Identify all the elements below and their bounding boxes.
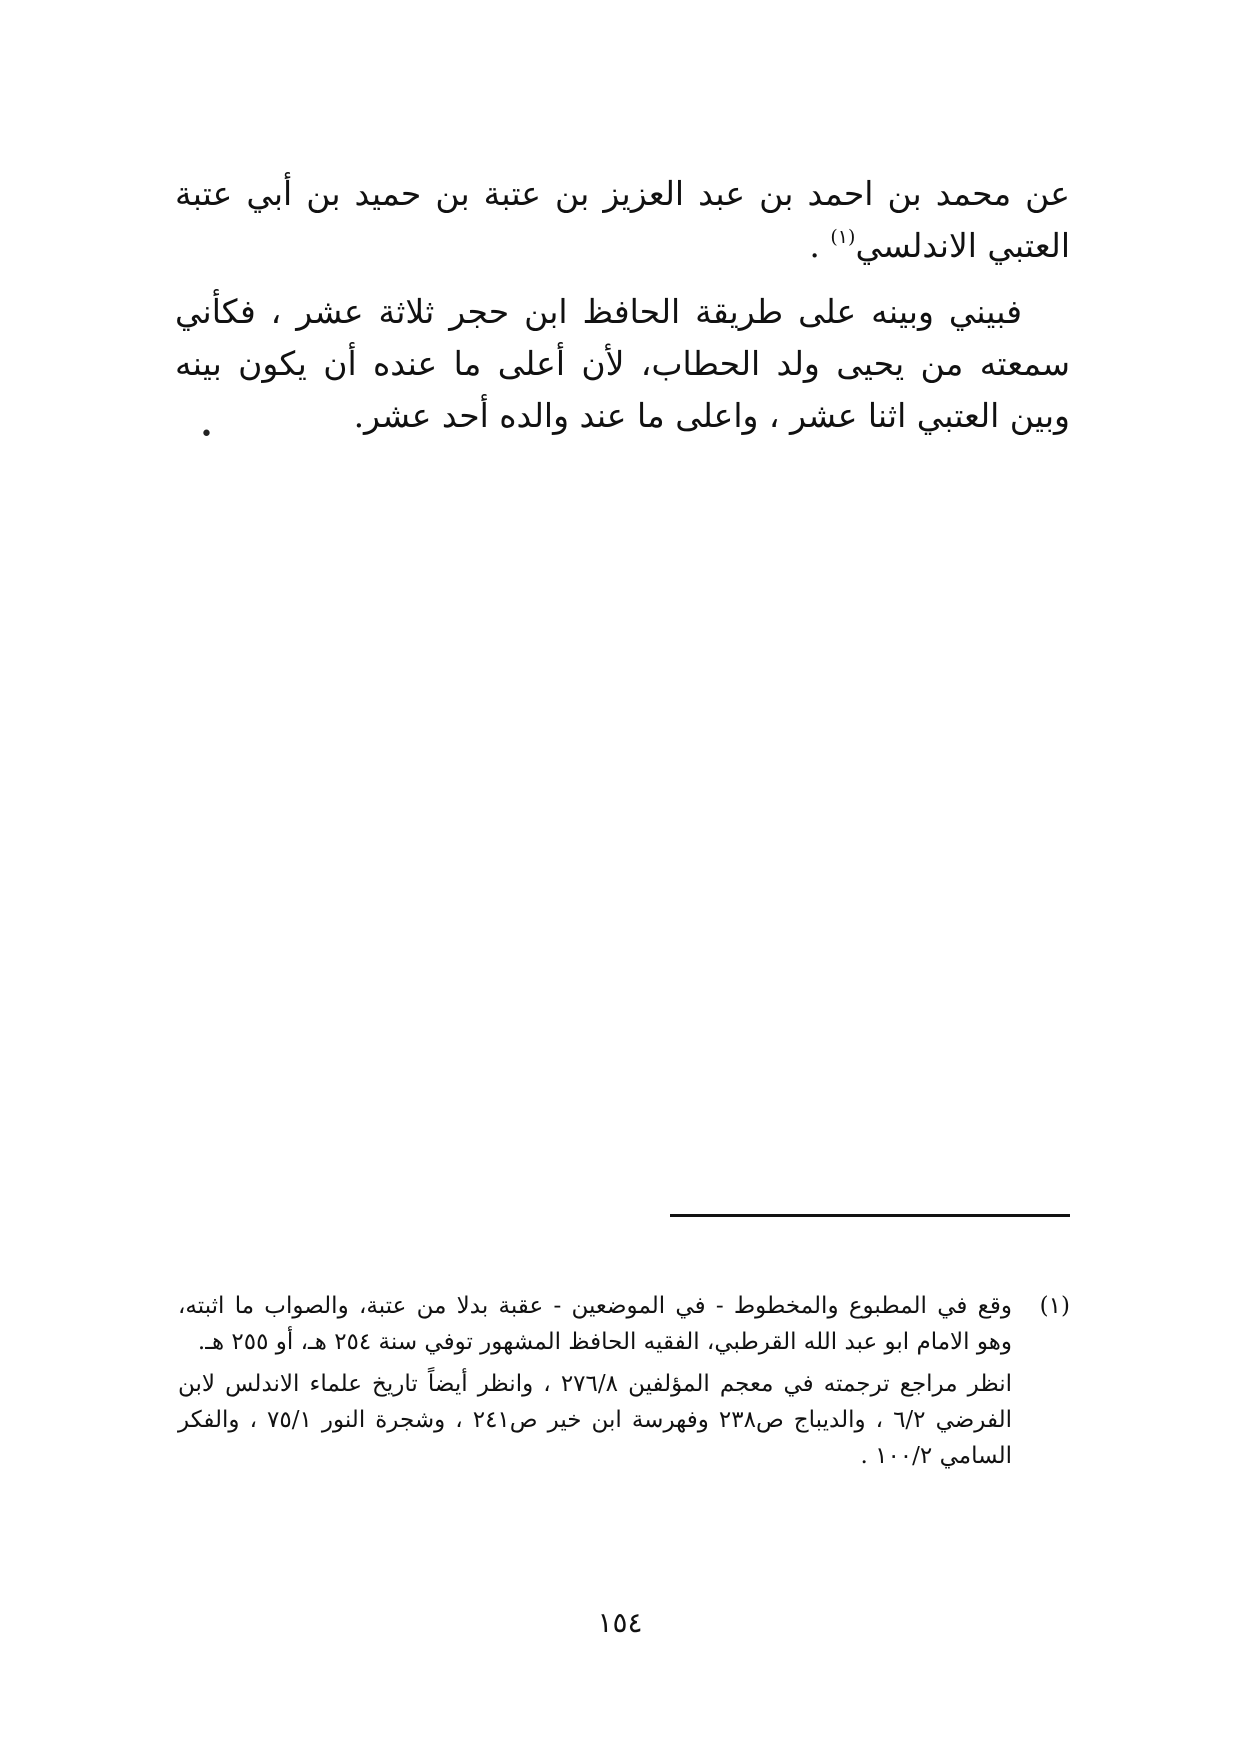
footnote-reference: (١) [830,226,856,248]
footnote-separator [670,1214,1070,1217]
footnote-body [178,1288,1012,1474]
footnotes [178,1288,1070,1474]
footnote-marker: (١) [1039,1293,1070,1319]
page-number: ١٥٤ [597,1606,643,1639]
paragraph-1-text: عن محمد بن احمد بن عبد العزيز بن عتبة بن حميد بن أبي عتبة العتبي الاندلسي [175,174,1070,265]
paragraph-2: فبيني وبينه على طريقة الحافظ ابن حجر ثلاثة عشر ، فكأني سمعته من يحيى ولد الحطاب، لأن أعلى ما عنده أن يكون بينه وبين العتبي اثنا عشر ، واعلى ما عند والده أحد عشر. [175,292,1070,435]
paragraph-1-end: . [809,226,831,265]
paragraph-1 [175,168,1070,272]
footnote-line: وقع في المطبوع والمخطوط - في الموضعين - عقبة بدلا من عتبة، والصواب ما اثبته، وهو الامام ابو عبد الله القرطبي، الفقيه الحافظ المشهور توفي سنة ٢٥٤ هـ، أو ٢٥٥ هـ. [178,1293,1012,1355]
stray-mark: • [200,422,213,447]
main-text [175,168,1070,442]
footnote-line: انظر مراجع ترجمته في معجم المؤلفين ٢٧٦/٨ ، وانظر أيضاً تاريخ علماء الاندلس لابن الفرضي ٦/٢ ، والديباج ص٢٣٨ وفهرسة ابن خير ص٢٤١ ، وشجرة النور ٧٥/١ ، والفكر السامي ١٠٠/٢ . [178,1371,1013,1469]
footnote-item [178,1288,1070,1474]
